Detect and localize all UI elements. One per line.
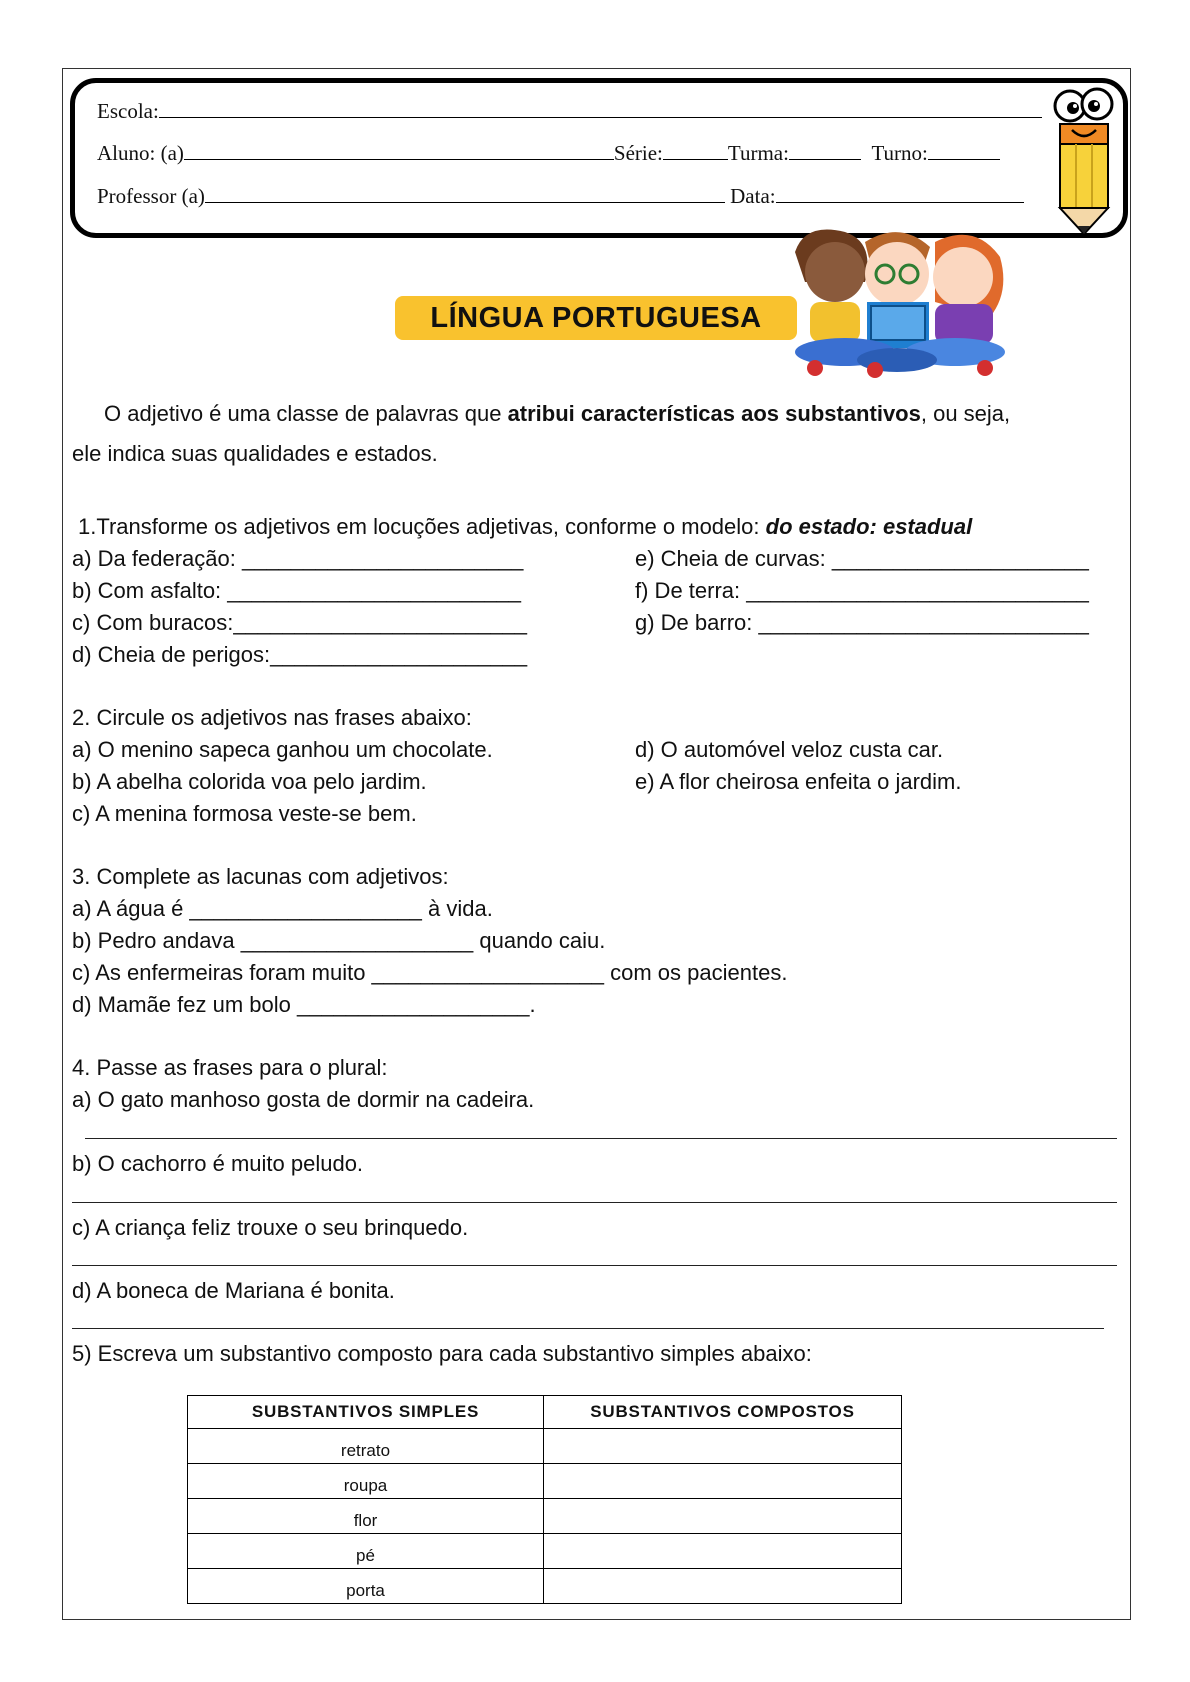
compound-noun-cell[interactable] (544, 1464, 902, 1499)
simple-noun-cell: flor (188, 1499, 544, 1534)
intro-line-1: O adjetivo é uma classe de palavras que atribui características aos substantivos, ou seja, (104, 401, 1011, 426)
q5-prompt: 5) Escreva um substantivo composto para cada substantivo simples abaixo: (72, 1341, 812, 1366)
table-row (188, 1464, 902, 1499)
shift-field[interactable] (928, 141, 1000, 160)
q2-item-c: c) A menina formosa veste-se bem. (72, 801, 417, 826)
grade-label: Série: (613, 141, 663, 165)
q3-prompt: 3. Complete as lacunas com adjetivos: (72, 864, 449, 889)
q1-item-d: d) Cheia de perigos:_____________________ (72, 642, 528, 667)
school-line (97, 99, 1042, 124)
class-field[interactable] (789, 141, 861, 160)
q4-answer-line-c[interactable] (72, 1265, 1117, 1266)
teacher-label: Professor (a) (97, 184, 205, 208)
page-title: LÍNGUA PORTUGUESA (395, 296, 797, 340)
q4-answer-line-d[interactable] (72, 1328, 1104, 1329)
pencil-mascot-icon (1050, 84, 1120, 236)
q1-item-b: b) Com asfalto: ________________________ (72, 578, 521, 603)
q3-item-c: c) As enfermeiras foram muito ___________________ com os pacientes. (72, 960, 788, 985)
q1-item-c: c) Com buracos:________________________ (72, 610, 528, 635)
q2-item-e: e) A flor cheirosa enfeita o jardim. (635, 769, 962, 794)
q2-item-d: d) O automóvel veloz custa car. (635, 737, 944, 762)
q1-item-f: f) De terra: ____________________________ (635, 578, 1089, 603)
school-label: Escola: (97, 99, 159, 123)
simple-noun-cell: porta (188, 1569, 544, 1604)
simple-noun-cell: pé (188, 1534, 544, 1569)
header-compound: SUBSTANTIVOS COMPOSTOS (544, 1396, 902, 1429)
compound-noun-cell[interactable] (544, 1569, 902, 1604)
q1-prompt: 1.Transforme os adjetivos em locuções adjetivas, conforme o modelo: do estado: estadual (78, 514, 973, 539)
date-label: Data: (730, 184, 776, 208)
shift-label: Turno: (871, 141, 928, 165)
table-header-row (188, 1396, 902, 1429)
simple-noun-cell: roupa (188, 1464, 544, 1499)
q4-item-c: c) A criança feliz trouxe o seu brinquedo. (72, 1215, 469, 1240)
q1-model: do estado: estadual (765, 514, 973, 539)
class-label: Turma: (727, 141, 789, 165)
q4-item-a: a) O gato manhoso gosta de dormir na cadeira. (72, 1087, 535, 1112)
compound-noun-cell[interactable] (544, 1534, 902, 1569)
simple-noun-cell: retrato (188, 1429, 544, 1464)
q4-item-b: b) O cachorro é muito peludo. (72, 1151, 364, 1176)
school-field[interactable] (159, 99, 1042, 118)
student-line (97, 141, 1000, 166)
q4-answer-line-a[interactable] (85, 1138, 1117, 1139)
q1-item-g: g) De barro: ___________________________ (635, 610, 1089, 635)
substantives-table (187, 1395, 902, 1604)
compound-noun-cell[interactable] (544, 1499, 902, 1534)
table-row (188, 1499, 902, 1534)
teacher-line (97, 184, 1024, 209)
table-row (188, 1429, 902, 1464)
header-simple: SUBSTANTIVOS SIMPLES (188, 1396, 544, 1429)
q2-item-a: a) O menino sapeca ganhou um chocolate. (72, 737, 493, 762)
intro-line-2: ele indica suas qualidades e estados. (72, 441, 438, 466)
compound-noun-cell[interactable] (544, 1429, 902, 1464)
student-field[interactable] (184, 141, 614, 160)
kids-reading-icon (785, 222, 1015, 380)
q2-prompt: 2. Circule os adjetivos nas frases abaixo: (72, 705, 472, 730)
intro-bold: atribui características aos substantivos (507, 401, 921, 426)
q3-item-a: a) A água é ___________________ à vida. (72, 896, 493, 921)
table-row (188, 1534, 902, 1569)
table-row (188, 1569, 902, 1604)
q1-item-a: a) Da federação: _______________________ (72, 546, 524, 571)
q3-item-d: d) Mamãe fez um bolo ___________________. (72, 992, 536, 1017)
grade-field[interactable] (663, 141, 728, 160)
date-field[interactable] (776, 184, 1024, 203)
q1-item-e: e) Cheia de curvas: _____________________ (635, 546, 1089, 571)
teacher-field[interactable] (205, 184, 725, 203)
student-label: Aluno: (a) (97, 141, 184, 165)
q3-item-b: b) Pedro andava ___________________ quando caiu. (72, 928, 606, 953)
q4-prompt: 4. Passe as frases para o plural: (72, 1055, 388, 1080)
q4-item-d: d) A boneca de Mariana é bonita. (72, 1278, 395, 1303)
q4-answer-line-b[interactable] (72, 1202, 1117, 1203)
q2-item-b: b) A abelha colorida voa pelo jardim. (72, 769, 427, 794)
